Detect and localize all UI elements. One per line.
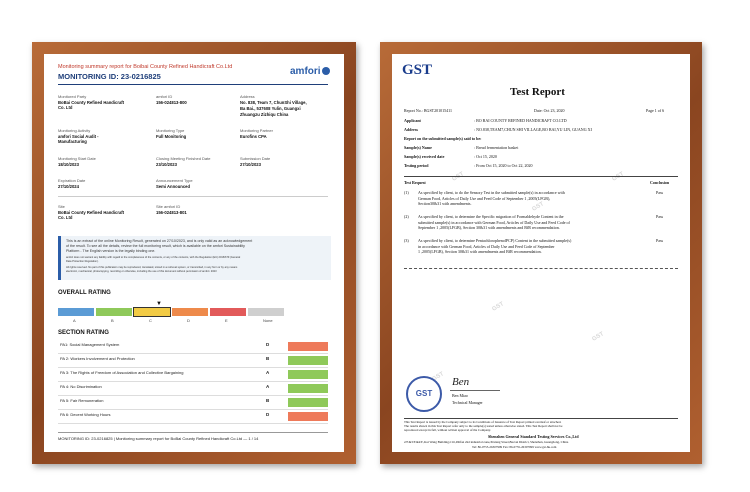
section-grade: B: [266, 356, 270, 361]
amfori-id: 156-024813-800: [156, 100, 187, 105]
rating-segment-e: [210, 308, 246, 316]
rating-segment-d: [172, 308, 208, 316]
section-label: PA 2: Workers Involvement and Protection: [60, 356, 135, 361]
field-label: Sample(s) Name: [404, 145, 432, 150]
section-grade-bar: [288, 384, 328, 393]
section-label: PA 5: Fair Remuneration: [60, 398, 104, 403]
section-rating-row: [58, 340, 328, 354]
request-text: Section30&31 with amendments.: [418, 201, 472, 206]
rating-segment-label: A: [73, 318, 76, 323]
request-text: submitted sample(s) in accordance with German Food, Articles of Daily Use and Feed Code of: [418, 219, 570, 225]
request-text: September 1 ,2005(LFGB), Section 30&31 with amendments and BfR recommendation.: [418, 225, 560, 230]
section-rating-row: [58, 354, 328, 368]
start-date: 18/10/2023: [58, 162, 79, 167]
watermark: GST: [611, 171, 626, 183]
gst-stamp-icon: GST: [406, 376, 442, 412]
request-text: German Food, Articles of Daily Use and Feed Code of September 1 ,2005(LFGB),: [418, 195, 551, 201]
section-grade-bar: [288, 342, 328, 351]
site-label: Site: [58, 204, 65, 209]
watermark: GST: [531, 201, 546, 213]
rating-segment-c: [134, 308, 170, 316]
right-certificate-frame: [380, 42, 702, 464]
section-grade: B: [266, 398, 270, 403]
monitored-party-label: Monitored Party: [58, 94, 87, 99]
section-grade: A: [266, 384, 270, 389]
request-result: Pass: [656, 190, 664, 195]
amfori-monitoring-report: [44, 54, 344, 452]
watermark: GST: [431, 371, 446, 383]
field-label: Address: [404, 127, 418, 132]
field-value: : BO BAI COUNTY REFINED HANDICRAFT CO.LTD: [474, 118, 567, 123]
monitoring-type-label: Monitoring Type: [156, 128, 185, 133]
gst-logo: GST: [402, 62, 433, 78]
report-date: Date: Oct 23, 2020: [534, 108, 565, 113]
page-footer: MONITORING ID: 23-0216825 | Monitoring summary report for BoBai County Refined Handicraft Co.Ltd — 1 / 14: [58, 436, 259, 441]
field-value: : NO.838,TEAM7,CHUN SHI VILLAGE,BO BAI,YU LIN, GUANG XI: [474, 127, 592, 132]
section-grade: D: [266, 412, 270, 417]
field-value: : From Oct 15, 2020 to Oct 22, 2020: [474, 163, 533, 168]
address-line-2: Ba Bai., 537608 Yulin, Guangxi: [240, 106, 301, 111]
disclaimer-line: The results shown in this Test Report refer only to the sample(s) tested unless otherwise stated. This Test Report shall not be: [404, 424, 563, 428]
company-address: 2/F.&3/F.&4/F.,Kai Wang Building,C16,Zhifan 2nd industrial zone,Xixiang Street,Bao'an District, Shenzhen, Guangdong, China: [404, 440, 569, 444]
announcement-type-label: Announcement Type: [156, 178, 193, 183]
info-line: This is an extract of the online Monitoring Result, generated on 27/10/2023, and is only valid as an acknowledgement: [66, 239, 253, 243]
request-result: Pass: [656, 238, 664, 243]
info-line: electronic, mechanical, photocopying, recording or otherwise, including the use of this document without permission of amfori. 2023: [66, 270, 217, 273]
monitoring-type: Full Monitoring: [156, 134, 187, 139]
request-number: (2): [404, 214, 409, 219]
field-label: Testing period: [404, 163, 429, 168]
amfori-id-label: amfori ID: [156, 94, 173, 99]
closing-date-label: Closing Meeting Finished Date: [156, 156, 211, 161]
rating-segment-label: E: [225, 318, 228, 323]
section-grade: A: [266, 370, 270, 375]
left-certificate-frame: [32, 42, 356, 464]
rating-segment-label: B: [111, 318, 114, 323]
rating-segment-b: [96, 308, 132, 316]
section-grade-bar: [288, 356, 328, 365]
signer-title: Technical Manager: [452, 400, 483, 405]
section-grade-bar: [288, 370, 328, 379]
field-label: Applicant: [404, 118, 421, 123]
info-line: of the result. To see all the details, review the full monitoring result, which is available on the amfori Sustainability: [66, 244, 245, 248]
page-number: Page 1 of 6: [646, 108, 665, 113]
rating-segment-label: D: [187, 318, 190, 323]
address-label: Address: [240, 94, 255, 99]
report-number: Report No.: BGST201015411: [404, 108, 452, 113]
request-text: As specified by client, to determine PentachlorophenolPCP) Content in the submitted sample(s): [418, 238, 572, 243]
test-request-label: Test Request: [404, 180, 426, 185]
gst-test-report: [392, 54, 690, 452]
rating-marker-icon: ▼: [156, 301, 162, 307]
request-number: (1): [404, 190, 409, 195]
amfori-logo: amfori: [290, 66, 330, 77]
section-rating-row: [58, 382, 328, 396]
closing-date: 23/10/2023: [156, 162, 177, 167]
watermark: GST: [591, 331, 606, 343]
monitored-party: BoBai County Refined Handicraft Co. Ltd: [58, 100, 125, 110]
rating-segment-a: [58, 308, 94, 316]
submission-date-label: Submission Date: [240, 156, 271, 161]
address-line-3: Zhuangzu Zizhiqu China: [240, 112, 289, 117]
site-id: 156-024813-801: [156, 210, 187, 215]
start-date-label: Monitoring Start Date: [58, 156, 96, 161]
monitoring-activity: amfori Social Audit - Manufacturing: [58, 134, 99, 144]
site-name: BoBai County Refined Handicraft Co. Ltd: [58, 210, 125, 220]
disclaimer-box: [58, 236, 331, 280]
section-label: PA1: Social Management System: [60, 342, 120, 347]
site-id-label: Site amfori ID: [156, 204, 181, 209]
conclusion-label: Conclusion: [650, 180, 670, 185]
overall-rating-title: OVERALL RATING: [58, 290, 111, 296]
company-name: Shenzhen General Standard Testing Services Co.,Ltd: [488, 434, 579, 439]
request-text: As specified by client, to determine the Specific migration of Formaldehyde Content in the: [418, 214, 564, 219]
rating-segment-label: C: [149, 318, 152, 323]
field-label: Report on the submitted sample(s) said to be:: [404, 136, 482, 141]
disclaimer-line: reproduced except in full, without written approval of the Company.: [404, 428, 491, 432]
section-rating-row: [58, 396, 328, 410]
section-grade-bar: [288, 398, 328, 407]
request-text: in accordance with German Food, Articles of Daily Use and Feed Code of September: [418, 243, 555, 249]
rating-segment-label: None: [263, 318, 273, 323]
expiration-date-label: Expiration Date: [58, 178, 86, 183]
expiration-date: 27/10/2024: [58, 184, 79, 189]
announcement-type: Semi Announced: [156, 184, 191, 189]
section-label: PA 4: No Discrimination: [60, 384, 102, 389]
section-label: PA 3: The Rights of Freedom of Association and Collective Bargaining: [60, 370, 184, 375]
section-label: PA 6: Decent Working Hours: [60, 412, 111, 417]
request-text: As specified by client, to do the Sensory Test in the submitted sample(s) in accordance with: [418, 190, 565, 195]
monitoring-partner: Eurofins CPA: [240, 134, 267, 139]
field-label: Sample(s) received date: [404, 154, 445, 159]
monitoring-partner-label: Monitoring Partner: [240, 128, 273, 133]
disclaimer-line: This Test Report is issued by the Company subject to its Conditions of Issuance of Test Report printed overleaf or attached.: [404, 420, 562, 424]
address-line-1: No. 838, Team 7, ChunShi Village,: [240, 100, 307, 105]
monitoring-id-title: MONITORING ID: 23-0216825: [58, 72, 161, 81]
watermark: GST: [491, 301, 506, 313]
monitoring-activity-label: Monitoring Activity: [58, 128, 91, 133]
report-title: Test Report: [510, 86, 565, 98]
section-grade: D: [266, 342, 270, 347]
signature: Ben: [452, 376, 470, 388]
section-rating-title: SECTION RATING: [58, 330, 109, 336]
section-rating-row: [58, 410, 328, 424]
submission-date: 27/10/2023: [240, 162, 261, 167]
section-grade-bar: [288, 412, 328, 421]
field-value: : Bread fermentation basket: [474, 145, 519, 150]
company-contact: Tel: 86-0755-26307999 Fax: 86-0755-26307999 www.gst-hk.com: [472, 445, 557, 449]
request-number: (3): [404, 238, 409, 243]
request-text: 1 ,2005(LFGB), Section 30&31 with amendments and BfR recommendation.: [418, 249, 542, 254]
report-subtitle: Monitoring summary report for Boibai County Refined Handicraft Co.Ltd: [58, 64, 233, 70]
field-value: : Oct 15, 2020: [474, 154, 497, 159]
info-line: All rights reserved. No part of this publication may be reproduced, translated, stored in a retrieval system, or transmitted, in any form or by any means: [66, 266, 238, 269]
watermark: GST: [451, 171, 466, 183]
signer-name: Ben Miao: [452, 393, 468, 398]
info-line: amfori does not warrant any liability with regard to the completeness of the contents, or any of the contents, with the Regulation (EU) 2016/679 (General: [66, 256, 241, 259]
section-rating-row: [58, 368, 328, 382]
request-result: Pass: [656, 214, 664, 219]
info-line: Platform - The English version is the legally binding one.: [66, 249, 156, 253]
info-line: Data Protection Regulation).: [66, 260, 99, 263]
rating-segment-none: [248, 308, 284, 316]
globe-icon: [322, 67, 330, 75]
